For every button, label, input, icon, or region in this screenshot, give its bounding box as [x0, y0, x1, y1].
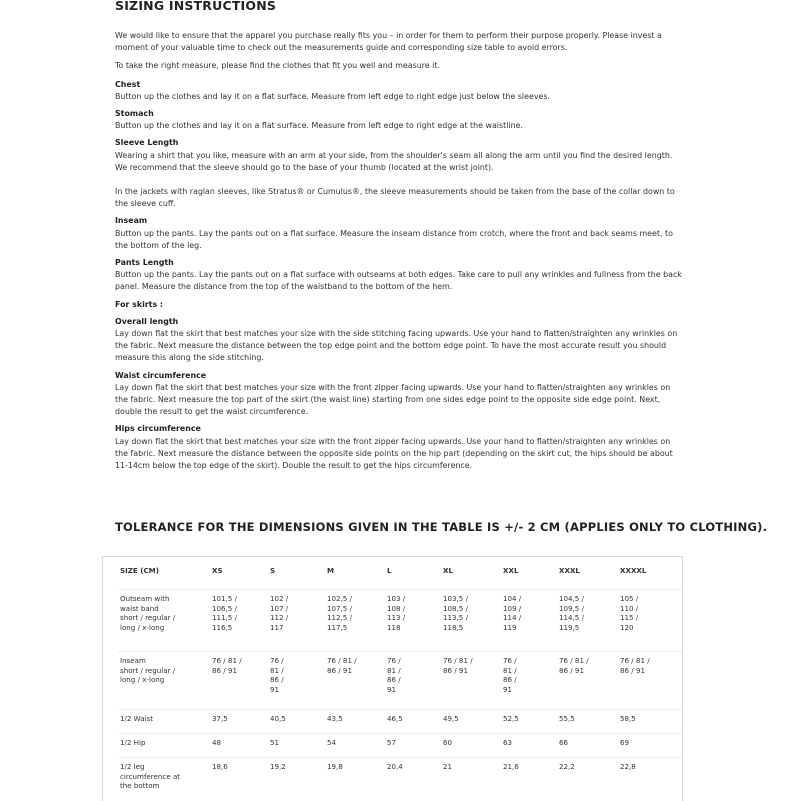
table-cell: 103,5 / 108,5 / 113,5 / 118,5 [441, 590, 501, 652]
header-xxxl: XXXL [557, 557, 618, 590]
section-heading-sleeve-length: Sleeve Length [115, 137, 685, 149]
table-row [118, 758, 682, 801]
table-cell: 21,6 [501, 758, 557, 801]
section-heading-pants-length: Pants Length [115, 257, 685, 269]
intro-paragraph: To take the right measure, please find the clothes that fit you well and measure it. [115, 60, 685, 72]
table-cell: 103 / 108 / 113 / 118 [385, 590, 441, 652]
section-heading-inseam: Inseam [115, 215, 685, 227]
table-cell: 76 / 81 / 86 / 91 [441, 652, 501, 710]
table-cell: 76 / 81 / 86 / 91 [325, 652, 385, 710]
section-body-overall-length: Lay down flat the skirt that best matches your size with the side stitching facing upwards. Use your hand to flatten/straighten any wrinkles on the fabric. Next measure the distance between the top edge point and the bottom edge point. To have the most accurate result you should measure this along the side stitching. [115, 328, 685, 365]
table-cell: 55,5 [557, 710, 618, 734]
table-cell: 40,5 [268, 710, 325, 734]
section-body-pants-length: Button up the pants. Lay the pants out on a flat surface with outseams at both edges. Take care to pull any wrinkles and fullness from the back panel. Measure the distance from the top of the waistband to the bottom of the hem. [115, 269, 685, 293]
table-cell: 69 [618, 734, 682, 758]
section-heading-overall-length: Overall length [115, 316, 685, 328]
table-cell: 22,8 [618, 758, 682, 801]
row-label: 1/2 Waist [118, 710, 210, 734]
section-body-waist-circumference: Lay down flat the skirt that best matches your size with the front zipper facing upwards. Use your hand to flatten/straighten any wrinkles on the fabric. Next measure the top part of the skirt (the waist line) starting from one sides edge point to the opposite side edge point. Next, double the result to get the waist circumference. [115, 382, 685, 419]
header-xxxxl: XXXXL [618, 557, 682, 590]
header-xl: XL [441, 557, 501, 590]
table-cell: 60 [441, 734, 501, 758]
table-cell: 19,2 [268, 758, 325, 801]
table-cell: 104 / 109 / 114 / 119 [501, 590, 557, 652]
table-cell: 101,5 / 106,5 / 111,5 / 116,5 [210, 590, 268, 652]
row-label: 1/2 leg circumference at the bottom [118, 758, 210, 801]
table-cell: 58,5 [618, 710, 682, 734]
section-heading-chest: Chest [115, 79, 685, 91]
table-cell: 46,5 [385, 710, 441, 734]
section-heading-waist-circumference: Waist circumference [115, 370, 685, 382]
section-body-sleeve-length: Wearing a shirt that you like, measure with an arm at your side, from the shoulder's seam all along the arm until you find the desired length. We recommend that the sleeve should go to the base of your thumb (located at the wrist joint). [115, 150, 685, 174]
table-cell: 76 / 81 / 86 / 91 [501, 652, 557, 710]
section-heading-hips-circumference: Hips circumference [115, 423, 685, 435]
table-row [118, 590, 682, 652]
table-cell: 76 / 81 / 86 / 91 [618, 652, 682, 710]
table-row [118, 734, 682, 758]
tolerance-heading: TOLERANCE FOR THE DIMENSIONS GIVEN IN THE TABLE IS +/- 2 CM (APPLIES ONLY TO CLOTHING). [115, 520, 767, 534]
header-xxl: XXL [501, 557, 557, 590]
table-cell: 43,5 [325, 710, 385, 734]
table-cell: 20,4 [385, 758, 441, 801]
table-cell: 18,6 [210, 758, 268, 801]
table-cell: 22,2 [557, 758, 618, 801]
section-heading-stomach: Stomach [115, 108, 685, 120]
table-cell: 37,5 [210, 710, 268, 734]
header-size: SIZE (CM) [118, 557, 210, 590]
header-xs: XS [210, 557, 268, 590]
table-cell: 63 [501, 734, 557, 758]
row-label: Outseam with waist band short / regular / long / x-long [118, 590, 210, 652]
table-cell: 66 [557, 734, 618, 758]
table-row [118, 652, 682, 710]
table-cell: 52,5 [501, 710, 557, 734]
table-cell: 51 [268, 734, 325, 758]
table-cell: 19,8 [325, 758, 385, 801]
size-table [118, 557, 682, 801]
skirts-heading: For skirts : [115, 299, 685, 311]
table-cell: 21 [441, 758, 501, 801]
row-label: 1/2 Hip [118, 734, 210, 758]
instructions-content [115, 30, 685, 472]
table-cell: 57 [385, 734, 441, 758]
section-body-stomach: Button up the clothes and lay it on a flat surface. Measure from left edge to right edge at the waistline. [115, 120, 685, 132]
header-m: M [325, 557, 385, 590]
table-cell: 48 [210, 734, 268, 758]
table-row [118, 710, 682, 734]
table-cell: 49,5 [441, 710, 501, 734]
section-body-hips-circumference: Lay down flat the skirt that best matches your size with the front zipper facing upwards. Use your hand to flatten/straighten any wrinkles on the fabric. Next measure the distance between the opposite side points on the hip part (depending on the skirt cut, the hips should be about 11-14cm below the top edge of the skirt). Double the result to get the hips circumference. [115, 436, 685, 473]
section-body-chest: Button up the clothes and lay it on a flat surface. Measure from left edge to right edge just below the sleeves. [115, 91, 685, 103]
section-body-sleeve-raglan: In the jackets with raglan sleeves, like Stratus® or Cumulus®, the sleeve measurements should be taken from the base of the collar down to the sleeve cuff. [115, 186, 685, 210]
section-body-inseam: Button up the pants. Lay the pants out on a flat surface. Measure the inseam distance from crotch, where the front and back seams meet, to the bottom of the leg. [115, 228, 685, 252]
table-header-row [118, 557, 682, 590]
table-cell: 102,5 / 107,5 / 112,5 / 117,5 [325, 590, 385, 652]
header-l: L [385, 557, 441, 590]
intro-paragraph: We would like to ensure that the apparel you purchase really fits you – in order for them to perform their purpose properly. Please invest a moment of your valuable time to check out the measurements guide and corresponding size table to avoid errors. [115, 30, 685, 54]
table-cell: 102 / 107 / 112 / 117 [268, 590, 325, 652]
row-label: Inseam short / regular / long / x-long [118, 652, 210, 710]
table-cell: 104,5 / 109,5 / 114,5 / 119,5 [557, 590, 618, 652]
size-table-container [102, 556, 683, 801]
header-s: S [268, 557, 325, 590]
table-cell: 76 / 81 / 86 / 91 [210, 652, 268, 710]
table-cell: 105 / 110 / 115 / 120 [618, 590, 682, 652]
table-cell: 76 / 81 / 86 / 91 [385, 652, 441, 710]
table-cell: 76 / 81 / 86 / 91 [268, 652, 325, 710]
table-cell: 54 [325, 734, 385, 758]
table-body [118, 590, 682, 801]
page-title: SIZING INSTRUCTIONS [115, 0, 276, 13]
table-cell: 76 / 81 / 86 / 91 [557, 652, 618, 710]
